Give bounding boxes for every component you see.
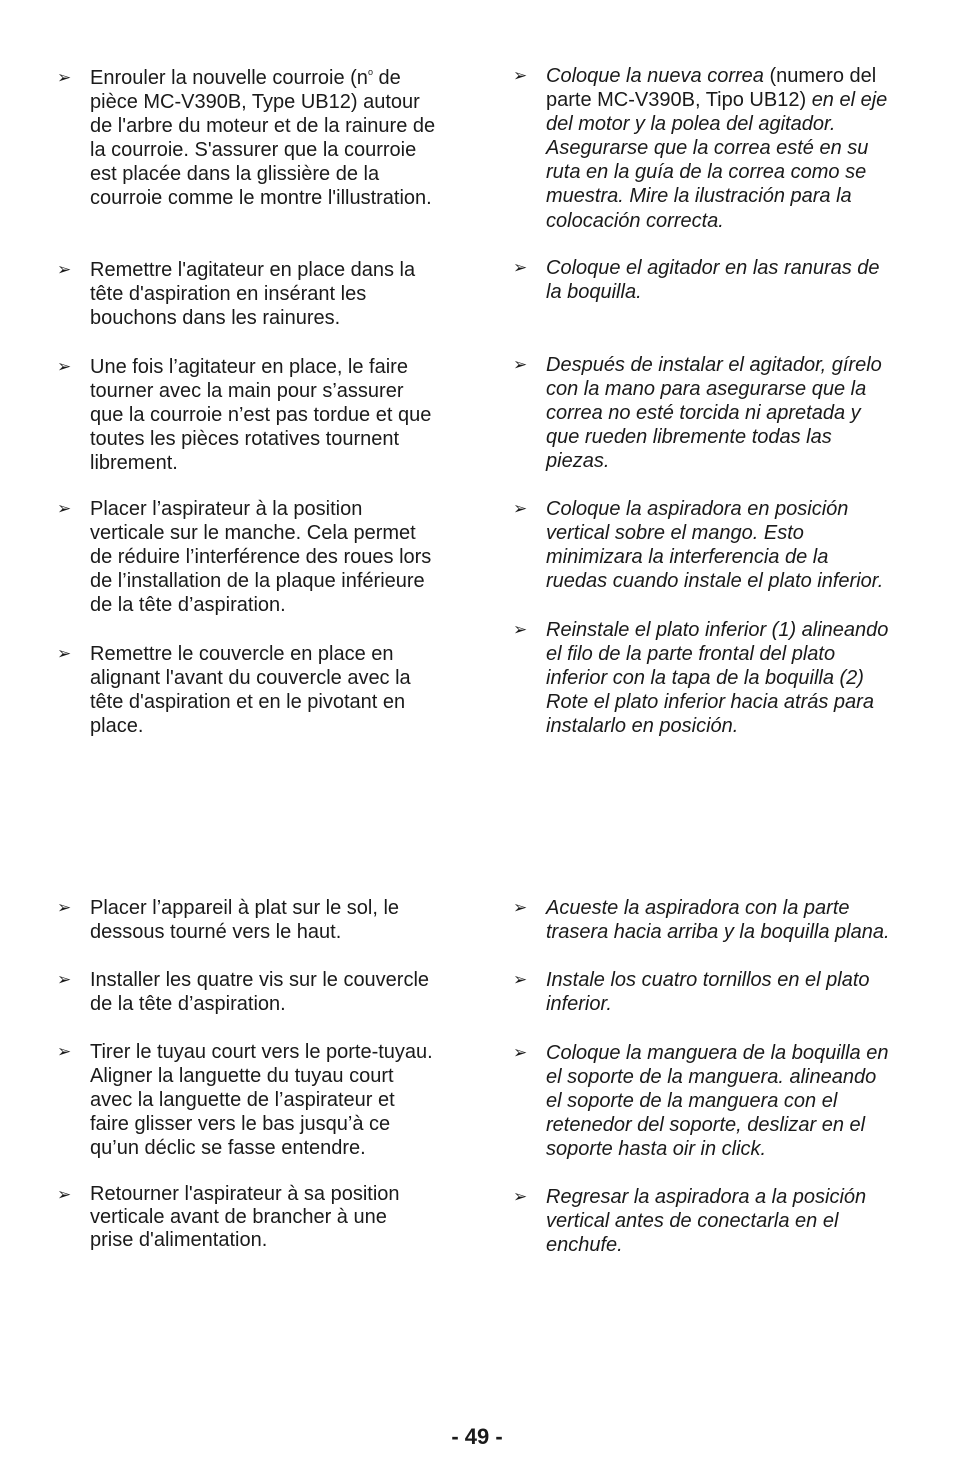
arrow-bullet-icon: ➢ (57, 1185, 72, 1205)
fr-instruction-3-text: Une fois l’agitateur en place, le faire tourner avec la main pour s’assurer que la courroie n’est pas tordue et que toutes les pièces rotatives tournent librement. (90, 356, 432, 475)
fr-instruction-9-text: Retourner l'aspirateur à sa position verticale avant de brancher à une prise d'alimentation. (90, 1183, 400, 1251)
fr-instruction-8-text: Tirer le tuyau court vers le porte-tuyau. Aligner la languette du tuyau court avec la languette de l’aspirateur et faire glisser vers le bas jusqu’à ce qu’un déclic se fasse entendre. (90, 1041, 433, 1160)
fr-instruction-5-text: Remettre le couvercle en place en alignant l'avant du couvercle avec la tête d'aspiration et en le pivotant en place. (90, 643, 411, 738)
es-instruction-4-text: Coloque la aspiradora en posición vertical sobre el mango. Esto minimizara la interferencia de la ruedas cuando instale el plato inferior. (546, 498, 884, 593)
arrow-bullet-icon: ➢ (57, 499, 72, 519)
arrow-bullet-icon: ➢ (513, 898, 528, 918)
es-instruction-7-text: Instale los cuatro tornillos en el plato inferior. (546, 969, 870, 1016)
fr-instruction-1-text: Enrouler la nouvelle courroie ($n^o$ de pièce MC-V390B, Type UB12) autour de l'arbre du moteur et de la rainure de la courroie. S'assurer que la courroie est placée dans la glissière de la courroie comme le montre l'illustration. (90, 67, 436, 210)
arrow-bullet-icon: ➢ (513, 970, 528, 990)
arrow-bullet-icon: ➢ (513, 1187, 528, 1207)
arrow-bullet-icon: ➢ (57, 970, 72, 990)
arrow-bullet-icon: ➢ (513, 258, 528, 278)
arrow-bullet-icon: ➢ (513, 66, 528, 86)
arrow-bullet-icon: ➢ (513, 1043, 528, 1063)
es-instruction-3-text: Después de instalar el agitador, gírelo con la mano para asegurarse que la correa no esté torcida ni apretada y que rueden libremente todas las piezas. (546, 354, 882, 473)
es-instruction-9-text: Regresar la aspiradora a la posición vertical antes de conectarla en el enchufe. (546, 1186, 867, 1257)
arrow-bullet-icon: ➢ (513, 355, 528, 375)
fr-instruction-2-text: Remettre l'agitateur en place dans la tête d'aspiration en insérant les bouchons dans les rainures. (90, 259, 416, 330)
es-instruction-8-text: Coloque la manguera de la boquilla en el soporte de la manguera. alineando el soporte de la manguera con el retenedor del soporte, deslizar en el soporte hasta oir in click. (546, 1042, 889, 1161)
arrow-bullet-icon: ➢ (57, 898, 72, 918)
arrow-bullet-icon: ➢ (57, 260, 72, 280)
es-instruction-2-text: Coloque el agitador en las ranuras de la boquilla. (546, 257, 880, 304)
es-instruction-5-text: Reinstale el plato inferior (1) alineando el filo de la parte frontal del plato inferior con la tapa de la boquilla (2) Rote el plato inferior hacia atrás para instalarlo en posición. (546, 619, 889, 738)
es-instruction-1-text: Coloque la nueva correa (numero del parte MC-V390B, Tipo UB12) en el eje del motor y la polea del agitador. Asegurarse que la correa esté en su ruta en la guía de la correa como se muestra. Mire la ilustración para la colocación correcta. (546, 65, 888, 232)
arrow-bullet-icon: ➢ (513, 620, 528, 640)
arrow-bullet-icon: ➢ (57, 1042, 72, 1062)
arrow-bullet-icon: ➢ (57, 68, 72, 88)
fr-instruction-6-text: Placer l’appareil à plat sur le sol, le dessous tourné vers le haut. (90, 897, 400, 944)
es-instruction-6-text: Acueste la aspiradora con la parte trasera hacia arriba y la boquilla plana. (546, 897, 890, 944)
arrow-bullet-icon: ➢ (513, 499, 528, 519)
fr-instruction-4-text: Placer l’aspirateur à la position verticale sur le manche. Cela permet de réduire l’interférence des roues lors de l’installation de la plaque inférieure de la tête d’aspiration. (90, 498, 432, 617)
arrow-bullet-icon: ➢ (57, 644, 72, 664)
page-number: - 49 - (451, 1424, 503, 1449)
fr-instruction-7-text: Installer les quatre vis sur le couvercle de la tête d’aspiration. (90, 969, 430, 1016)
arrow-bullet-icon: ➢ (57, 357, 72, 377)
